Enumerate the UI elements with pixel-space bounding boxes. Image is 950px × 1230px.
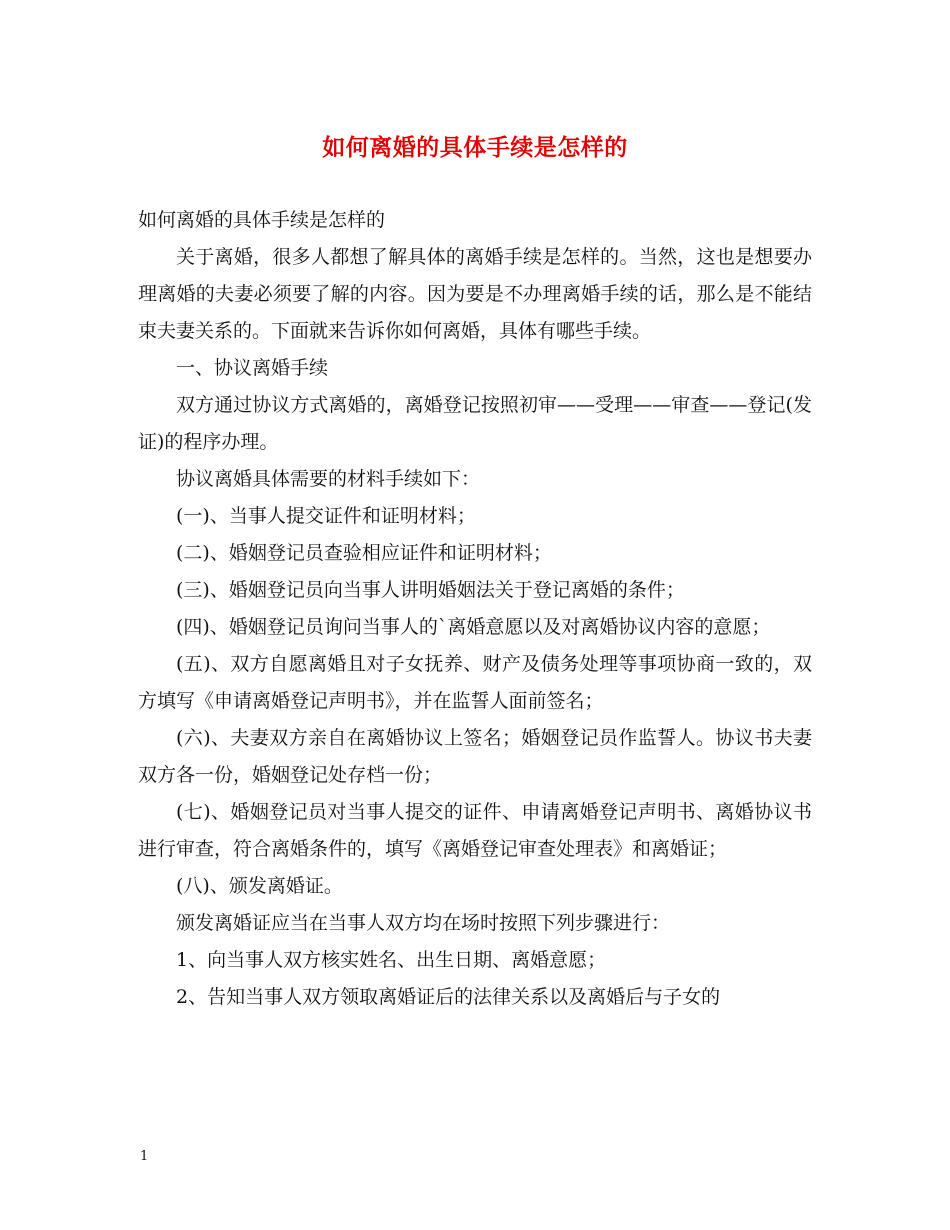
paragraph: 颁发离婚证应当在当事人双方均在场时按照下列步骤进行： (176, 912, 671, 934)
document-title: 如何离婚的具体手续是怎样的 (322, 134, 628, 161)
list-item: 2、告知当事人双方领取离婚证后的法律关系以及离婚后与子女的 (176, 986, 721, 1008)
list-item: (四)、婚姻登记员询问当事人的`离婚意愿以及对离婚协议内容的意愿； (176, 616, 771, 638)
list-item: (七)、婚姻登记员对当事人提交的证件、申请离婚登记声明书、离婚协议书进行审查，符合离婚条件的，填写《离婚登记审查处理表》和离婚证； (138, 801, 812, 860)
list-item: (二)、婚姻登记员查验相应证件和证明材料； (176, 542, 552, 564)
list-item: 1、向当事人双方核实姓名、出生日期、离婚意愿； (176, 949, 607, 971)
list-item: (五)、双方自愿离婚且对子女抚养、财产及债务处理等事项协商一致的，双方填写《申请离婚登记声明书》，并在监誓人面前签名； (138, 653, 812, 712)
paragraph: 协议离婚具体需要的材料手续如下： (176, 468, 481, 490)
list-item: (六)、夫妻双方亲自在离婚协议上签名；婚姻登记员作监誓人。协议书夫妻双方各一份，婚姻登记处存档一份； (138, 727, 812, 786)
paragraph-intro: 关于离婚，很多人都想了解具体的离婚手续是怎样的。当然，这也是想要办理离婚的夫妻必须要了解的内容。因为要是不办理离婚手续的话，那么是不能结束夫妻关系的。下面就来告诉你如何离婚，具体有哪些手续。 (138, 246, 812, 342)
section-heading: 一、协议离婚手续 (176, 357, 329, 379)
list-item: (八)、颁发离婚证。 (176, 875, 343, 897)
paragraph-subtitle: 如何离婚的具体手续是怎样的 (138, 209, 386, 231)
document-body (138, 202, 812, 1016)
list-item: (一)、当事人提交证件和证明材料； (176, 505, 476, 527)
paragraph: 双方通过协议方式离婚的，离婚登记按照初审——受理——审查——登记(发证)的程序办理。 (138, 394, 812, 453)
page-number: 1 (140, 1149, 149, 1164)
list-item: (三)、婚姻登记员向当事人讲明婚姻法关于登记离婚的条件； (176, 579, 685, 601)
